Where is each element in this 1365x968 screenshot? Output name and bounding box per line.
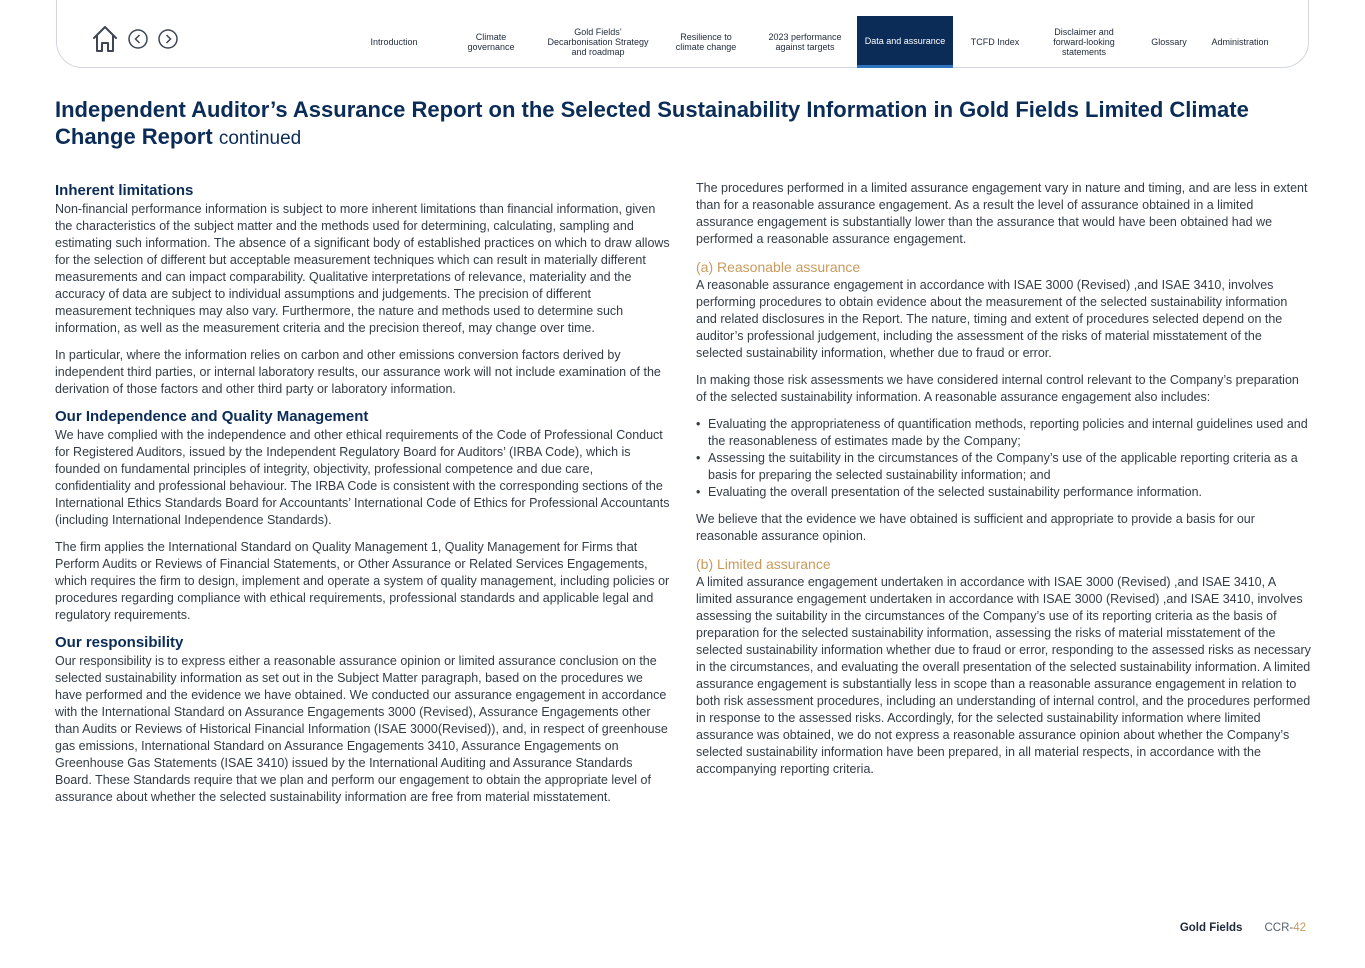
independence-paragraph-1: We have complied with the independence and other ethical requirements of the Code of Professional Conduct for Registered Auditors, issued by the Independent Regulatory Board for Auditors’ (IRBA Code), which is founded on fundamental principles of integrity, objectivity, professional competence and due care, confidentiality and professional behaviour. The IRBA Code is consistent with the corresponding sections of the International Ethics Standards Board for Accountants’ International Code of Ethics for Professional Accountants (including International Independence Standards). — [55, 428, 670, 527]
footer-brand: Gold Fields — [1179, 922, 1243, 934]
tab-data-assurance[interactable]: Data and assurance — [857, 16, 953, 68]
procedures-intro-paragraph: The procedures performed in a limited assurance engagement vary in nature and timing, and are less in extent than for a reasonable assurance engagement. As a result the level of assurance obtained in a limited assurance engagement is substantially lower than the assurance that would have been obtained had we performed a reasonable assurance engagement. — [696, 181, 1308, 246]
independence-paragraph-2: The firm applies the International Standard on Quality Management 1, Quality Management for Firms that Perform Audits or Reviews of Financial Statements, or Other Assurance or Related Services Engagements, which requires the firm to design, implement and operate a system of quality management, including policies or procedures regarding compliance with ethical requirements, professional standards and applicable legal and regulatory requirements. — [55, 540, 670, 622]
tab-tcfd-index[interactable]: TCFD Index — [970, 37, 1020, 47]
reasonable-assurance-paragraph-3: We believe that the evidence we have obtained is sufficient and appropriate to provide a basis for our reasonable assurance opinion. — [696, 512, 1255, 543]
list-item: • Evaluating the overall presentation of the selected sustainability performance information. — [696, 484, 1311, 501]
limited-assurance-heading: (b) Limited assurance — [696, 556, 831, 572]
page-title-suffix: continued — [218, 128, 302, 149]
reasonable-assurance-list — [696, 416, 1311, 501]
list-item: • Assessing the suitability in the circumstances of the Company’s use of the applicable reporting criteria as a basis for preparing the selected sustainability information; and — [696, 450, 1311, 484]
home-icon[interactable] — [91, 24, 119, 54]
page-number-value: 42 — [1293, 922, 1306, 934]
tab-disclaimer[interactable]: Disclaimer and forward-looking statements — [1053, 27, 1115, 57]
tab-administration[interactable]: Administration — [1211, 37, 1269, 47]
left-column — [55, 180, 670, 816]
limited-assurance-paragraph-1: A limited assurance engagement undertaken in accordance with ISAE 3000 (Revised) ,and ISAE 3410, A limited assurance engagement undertaken in accordance with ISAE 3000 (Revised) ,and ISAE 3410, involves assessing the suitability in the circumstances of the Company’s use of its reporting criteria as the basis of preparation for the selected sustainability information, assessing the risks of material misstatement of the selected sustainability information whether due to fraud or error, responding to the assessed risks as necessary in the circumstances, and evaluating the overall presentation of the selected sustainability information. A limited assurance engagement is substantially less in scope than a reasonable assurance engagement in relation to both risk assessment procedures, including an understanding of internal control, and the procedures performed in response to the assessed risks. Accordingly, for the selected sustainability information where limited assurance was obtained, we do not express a reasonable assurance opinion about whether the Company’s selected sustainability information have been prepared, in all material respects, in accordance with the accompanying reporting criteria. — [696, 575, 1311, 776]
chevron-left-icon[interactable] — [127, 28, 149, 50]
top-navigation — [56, 0, 1309, 68]
responsibility-paragraph-1: Our responsibility is to express either a reasonable assurance opinion or limited assurance conclusion on the selected sustainability information as set out in the Subject Matter paragraph, based on the procedures we have performed and the evidence we have obtained. We conducted our assurance engagement in accordance with the International Standard on Assurance Engagements 3000 (Revised), Assurance Engagements other than Audits or Reviews of Historical Financial Information (ISAE 3000(Revised)), and, in respect of greenhouse gas emissions, International Standard on Assurance Engagements 3410, Assurance Engagements on Greenhouse Gas Statements (ISAE 3410) issued by the International Auditing and Assurance Standards Board. These Standards require that we plan and perform our engagement to obtain the appropriate level of assurance about whether the selected sustainability information are free from material misstatement. — [55, 654, 668, 804]
tab-climate-governance[interactable]: Climate governance — [467, 32, 515, 52]
tab-introduction[interactable]: Introduction — [370, 37, 418, 47]
page-prefix: CCR- — [1264, 922, 1294, 934]
reasonable-assurance-paragraph-1: A reasonable assurance engagement in accordance with ISAE 3000 (Revised) ,and ISAE 3410, involves performing procedures to obtain evidence about the measurement of the selected sustainability information and related disclosures in the Report. The nature, timing and extent of procedures selected depend on the auditor’s professional judgement, including the assessment of the risks of material misstatement of the selected sustainability information, whether due to fraud or error. — [696, 278, 1288, 360]
page-title — [55, 96, 1315, 152]
tab-glossary[interactable]: Glossary — [1151, 37, 1187, 47]
tab-resilience[interactable]: Resilience to climate change — [675, 32, 737, 52]
inherent-limitations-paragraph-1: Non-financial performance information is subject to more inherent limitations than financial information, given the characteristics of the subject matter and the methods used for determining, calculating, sampling and estimating such information. The absence of a significant body of established practices on which to draw allows for the selection of different but acceptable measurement techniques which can result in materially different measurements and can impact comparability. Qualitative interpretations of relevance, materiality and the accuracy of data are subject to individual assumptions and judgements. The precision of different measurement techniques may also vary. Furthermore, the nature and methods used to determine such information, as well as the measurement criteria and the precision thereof, may change over time. — [55, 202, 670, 335]
independence-heading: Our Independence and Quality Management — [55, 408, 369, 425]
responsibility-heading: Our responsibility — [55, 634, 184, 651]
reasonable-assurance-paragraph-2: In making those risk assessments we have considered internal control relevant to the Company’s preparation of the selected sustainability information. A reasonable assurance engagement also includes: — [696, 373, 1299, 404]
reasonable-assurance-heading: (a) Reasonable assurance — [696, 259, 861, 275]
inherent-limitations-heading: Inherent limitations — [55, 182, 194, 199]
chevron-right-icon[interactable] — [157, 28, 179, 50]
nav-icon-group — [91, 24, 187, 54]
tab-decarbonisation-strategy[interactable]: Gold Fields’ Decarbonisation Strategy and roadmap — [547, 27, 649, 57]
tab-performance-targets[interactable]: 2023 performance against targets — [768, 32, 842, 52]
inherent-limitations-paragraph-2: In particular, where the information relies on carbon and other emissions conversion factors derived by independent third parties, or internal laboratory results, our assurance work will not include examination of the derivation of those factors and other third party or laboratory information. — [55, 348, 661, 396]
list-item: • Evaluating the appropriateness of quantification methods, reporting policies and internal guidelines used and the reasonableness of estimates made by the Company; — [696, 416, 1311, 450]
page-title-text: Independent Auditor’s Assurance Report on the Selected Sustainability Information in Gold Fields Limited Climate Change Report — [55, 97, 1249, 149]
page-footer — [1180, 922, 1306, 934]
right-column — [696, 180, 1311, 788]
page-number — [1264, 922, 1306, 934]
